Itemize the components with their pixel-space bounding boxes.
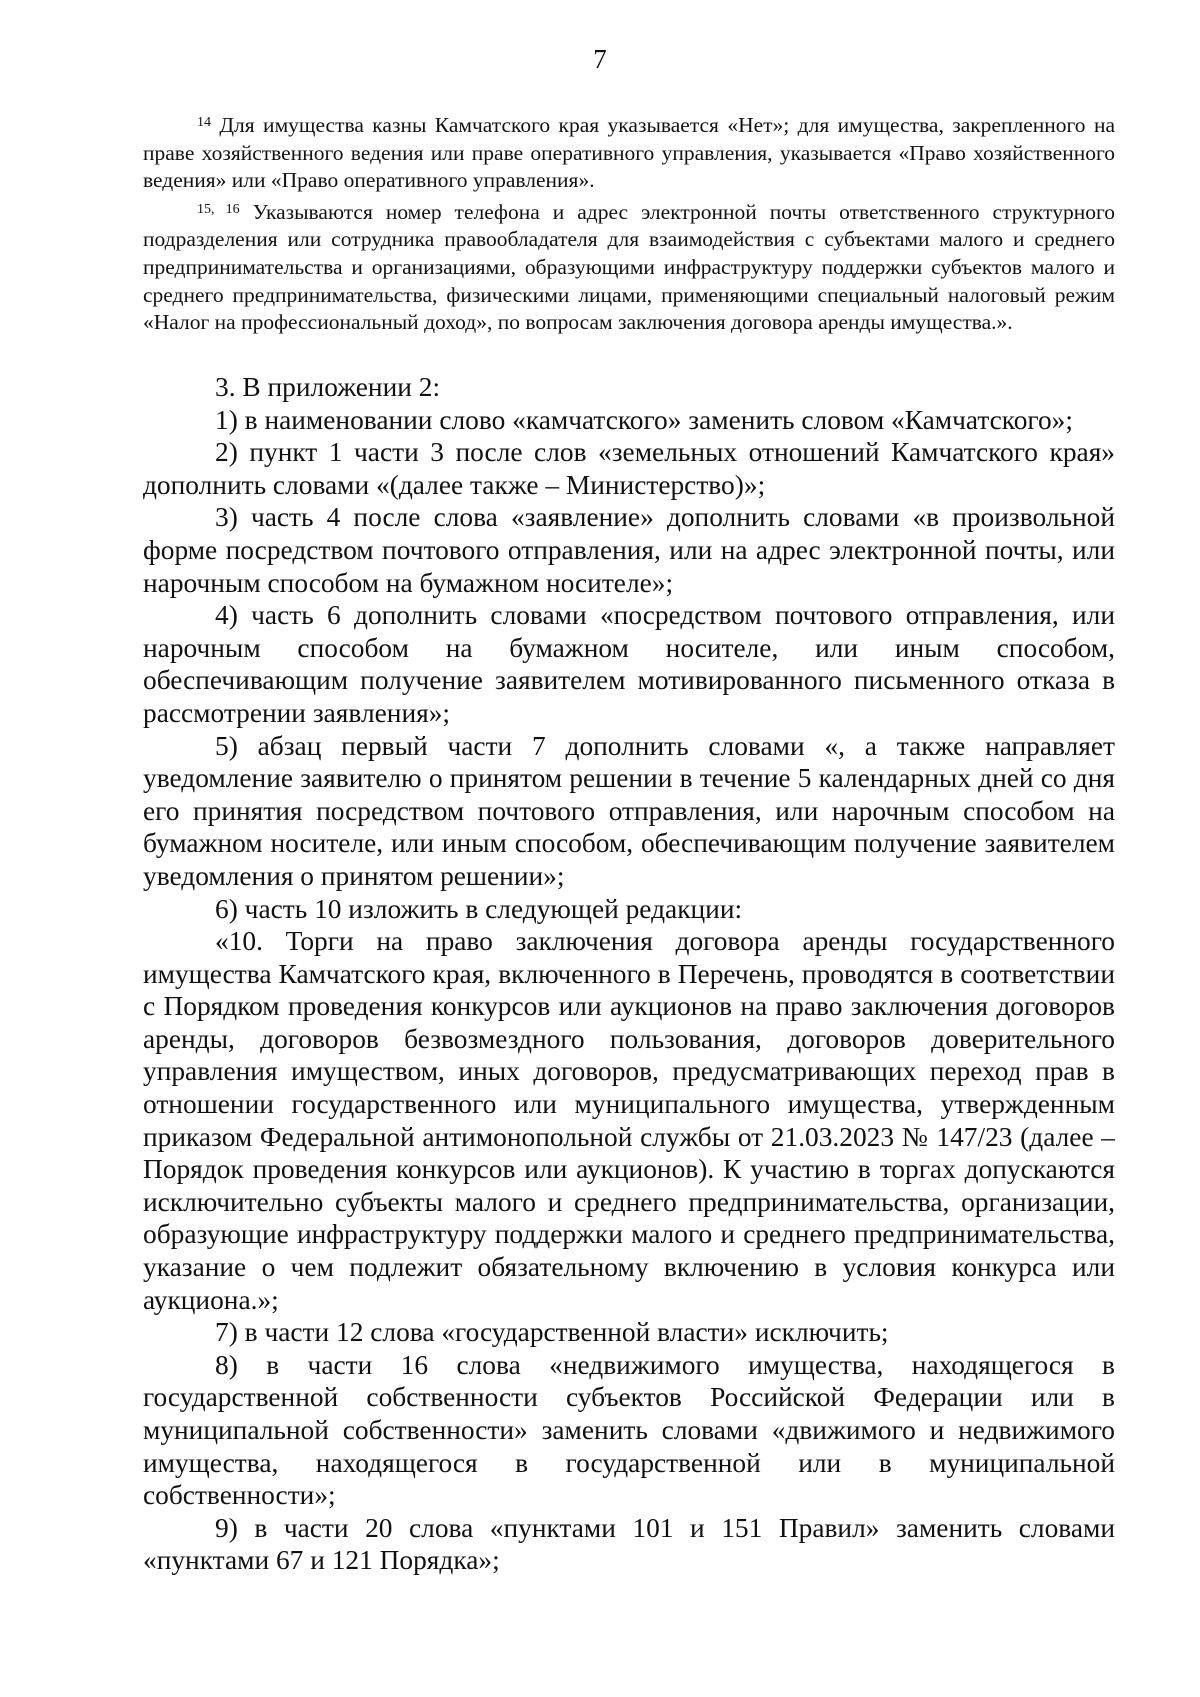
paragraph: 3) часть 4 после слова «заявление» дополнить словами «в произвольной форме посредством почтового отправления, или на адрес электронной почты, или нарочным способом на бумажном носителе»; <box>143 502 1115 598</box>
paragraph: 6) часть 10 изложить в следующей редакции: <box>215 893 743 924</box>
paragraph: 1) в наименовании слово «камчатского» заменить словом «Камчатского»; <box>215 404 1073 435</box>
footnote-marker: 14 <box>197 115 211 130</box>
document-body <box>143 371 1115 1577</box>
paragraph: 4) часть 6 дополнить словами «посредством почтового отправления, или нарочным способом на бумажном носителе, или иным способом, обеспечивающим получение заявителем мотивированного письменного отказа в рассмотрении заявления»; <box>143 600 1115 728</box>
paragraph: 8) в части 16 слова «недвижимого имущества, находящегося в государственной собственности субъектов Российской Федерации или в муниципальной собственности» заменить словами «движимого и недвижимого имущества, находящегося в государственной или в муниципальной собственности»; <box>143 1349 1115 1511</box>
paragraph: 5) абзац первый части 7 дополнить словами «, а также направляет уведомление заявителю о принятом решении в течение 5 календарных дней со дня его принятия посредством почтового отправления, или нарочным способом на бумажном носителе, или иным способом, обеспечивающим получение заявителем уведомления о принятом решении»; <box>143 730 1115 891</box>
footnote-marker: 15, 16 <box>197 201 240 217</box>
footnote-text: Указываются номер телефона и адрес электронной почты ответственного структурного подразделения или сотрудника правообладателя для взаимодействия с субъектами малого и среднего предпринимательства и организациями, образующими инфраструктуру поддержки субъектов малого и среднего предпринимательства, физическими лицами, применяющими специальный налоговый режим «Налог на профессиональный доход», по вопросам заключения договора аренды имущества.». <box>143 199 1115 335</box>
footnotes <box>143 112 1115 337</box>
paragraph: 3. В приложении 2: <box>215 372 441 402</box>
paragraph: 2) пункт 1 части 3 после слов «земельных отношений Камчатского края» дополнить словами «(далее также – Министерство)»; <box>143 437 1115 500</box>
paragraph: 9) в части 20 слова «пунктами 101 и 151 Правил» заменить словами «пунктами 67 и 121 Порядка»; <box>143 1512 1115 1576</box>
page-number: 7 <box>593 44 607 74</box>
paragraph: 7) в части 12 слова «государственной власти» исключить; <box>215 1317 889 1348</box>
footnote-text: Для имущества казны Камчатского края указывается «Нет»; для имущества, закрепленного на праве хозяйственного ведения или праве оперативного управления, указывается «Право хозяйственного ведения» или «Право оперативного управления». <box>143 113 1115 193</box>
paragraph: «10. Торги на право заключения договора аренды государственного имущества Камчатского края, включенного в Перечень, проводятся в соответствии с Порядком проведения конкурсов или аукционов на право заключения договоров аренды, договоров безвозмездного пользования, договоров доверительного управления имуществом, иных договоров, предусматривающих переход прав в отношении государственного или муниципального имущества, утвержденным приказом Федеральной антимонопольной службы от 21.03.2023 № 147/23 (далее – Порядок проведения конкурсов или аукционов). К участию в торгах допускаются исключительно субъекты малого и среднего предпринимательства, организации, образующие инфраструктуру поддержки малого и среднего предпринимательства, указание о чем подлежит обязательному включению в условия конкурса или аукциона.»; <box>143 926 1115 1315</box>
footnote <box>143 199 1115 337</box>
footnote <box>143 112 1115 195</box>
